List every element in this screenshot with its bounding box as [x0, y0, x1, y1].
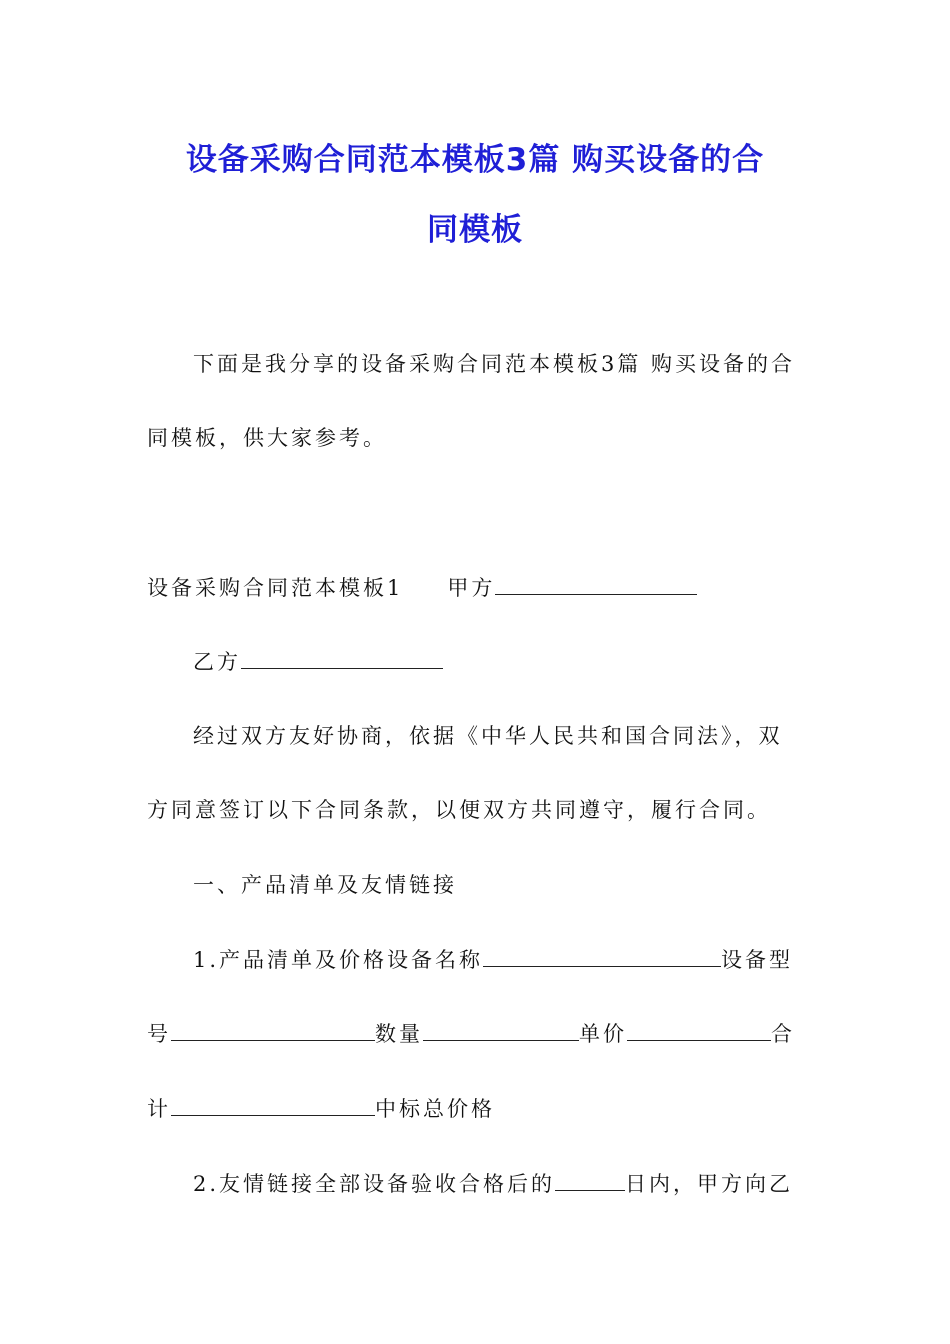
party-b-blank	[241, 648, 443, 669]
party-a-label: 甲方	[447, 576, 496, 600]
item1-model-cont: 号	[147, 1022, 171, 1046]
item1-price-label: 单价	[579, 1022, 627, 1046]
template1-heading	[147, 572, 697, 602]
item2-line-1	[193, 1168, 793, 1198]
quantity-blank	[423, 1020, 579, 1041]
device-name-blank	[483, 946, 721, 967]
document-title-line-2: 同模板	[427, 212, 523, 248]
total-blank	[171, 1095, 375, 1116]
party-b-line	[193, 646, 443, 676]
document-title-line-1: 设备采购合同范本模板3篇 购买设备的合	[185, 142, 765, 178]
item1-line-2	[147, 1018, 795, 1048]
intro-line-2: 同模板，供大家参考。	[147, 426, 387, 450]
item1-qty-label: 数量	[375, 1022, 423, 1046]
device-model-blank	[171, 1020, 375, 1041]
item1-prefix: 1.产品清单及价格设备名称	[193, 948, 484, 972]
party-b-label: 乙方	[193, 650, 241, 674]
template1-label: 设备采购合同范本模板1	[147, 576, 404, 600]
item2-prefix: 2.友情链接全部设备验收合格后的	[193, 1172, 556, 1196]
section1-heading: 一、产品清单及友情链接	[193, 873, 457, 897]
item1-line-3	[147, 1093, 495, 1123]
intro-line-1: 下面是我分享的设备采购合同范本模板3篇 购买设备的合	[193, 352, 796, 376]
unit-price-blank	[627, 1020, 771, 1041]
party-a-blank	[495, 574, 697, 595]
item2-suffix: 日内，甲方向乙	[625, 1172, 794, 1196]
item1-bid-label: 中标总价格	[375, 1097, 495, 1121]
paragraph1-line-1: 经过双方友好协商，依据《中华人民共和国合同法》，双	[193, 724, 783, 748]
item1-total-cont: 计	[147, 1097, 171, 1121]
item1-model-label: 设备型	[721, 948, 794, 972]
paragraph1-line-2: 方同意签订以下合同条款，以便双方共同遵守，履行合同。	[147, 798, 771, 822]
days-blank	[555, 1170, 625, 1191]
item1-line-1	[193, 944, 793, 974]
item1-total-label: 合	[771, 1022, 795, 1046]
